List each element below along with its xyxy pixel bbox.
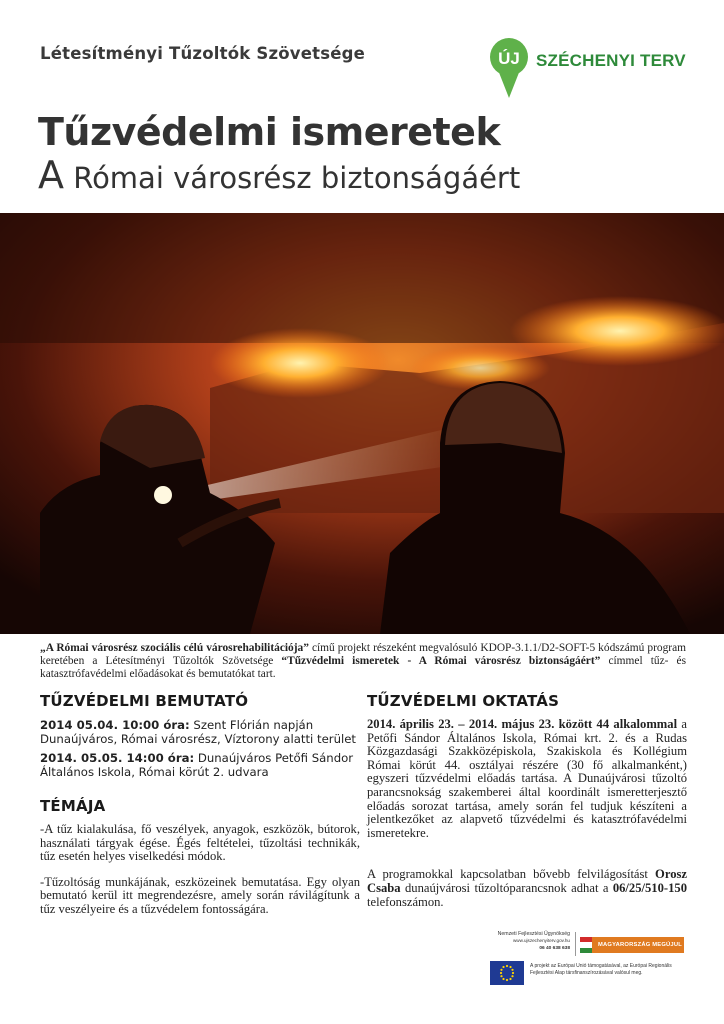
logo-divider — [575, 932, 576, 956]
intro-paragraph — [40, 642, 686, 681]
event-location: Dunaújváros Petőfi Sándor Általános Iskola, Római körút 2. udvara — [40, 751, 354, 779]
contact-text: A programokkal kapcsolatban bővebb felvilágosítást — [367, 867, 656, 882]
eu-funding-text: A projekt az Európai Unió támogatásával, az Európai Regionális Fejlesztési Alap társfinanszírozásával valósul meg. — [530, 963, 672, 976]
event-item — [40, 718, 360, 746]
eu-flag-icon — [490, 961, 524, 985]
intro-text-2: címmel tűz- és katasztrófavédelmi előadásokat és bemutatókat tart. — [40, 655, 686, 680]
agency-phone: 06 40 638 638 — [539, 946, 570, 951]
event-date: 2014 05.04. 10:00 óra: — [40, 718, 190, 732]
education-text: a Petőfi Sándor Általános Iskola, Római krt. 2. és a Rudas Közgazdasági Szakközépiskola, Szakiskola és Kollégium Római körút 44. osztályai részére (30 fő alkalmanként,) egyszeri tűzvédelmi előadás tartása. A Dunaújvárosi tűzoltó parancsnokság szakemberei által koordinált ismeretterjesztő előadás sorozat tartása, amely során fel tudjuk készíteni a jelentkezőket az alapvető tűzvédelmi és katasztrófavédelmi ismeretekre. — [367, 717, 687, 840]
organization-name: Létesítményi Tűzoltók Szövetsége — [40, 44, 366, 63]
event-date: 2014. 05.05. 14:00 óra: — [40, 751, 195, 765]
badge-text: MAGYARORSZÁG MEGÚJUL — [598, 942, 682, 948]
contact-phone: 06/25/510-150 — [612, 880, 687, 895]
intro-text-1: című projekt részeként megvalósuló KDOP-3.1.1/D2-SOFT-5 kódszámú program keretében a Létesítményi Tűzoltók Szövetsége — [40, 642, 686, 667]
map-pin-icon — [488, 38, 532, 100]
project-name: „A Római városrész szociális célú városrehabilitációja” — [40, 642, 309, 654]
contact-text: dunaújvárosi tűzoltóparancsnok adhat a — [400, 880, 613, 895]
page-subtitle — [38, 153, 520, 197]
event-location: Szent Flórián napján Dunaújváros, Római városrész, Víztorony alatti terület — [40, 718, 356, 746]
topic-paragraph-1: -A tűz kialakulása, fő veszélyek, anyagok, eszközök, bútorok, használati tárgyak égése. Égés feltételei, tűzoltási technikák, tűz esetén helyes viselkedési módok. — [40, 822, 360, 864]
program-name: “Tűzvédelmi ismeretek - A Római városrész biztonságáért” — [281, 655, 601, 667]
topic-section-title: TÉMÁJA — [40, 797, 106, 815]
logo-text: SZÉCHENYI TERV — [536, 51, 686, 70]
education-paragraph — [367, 718, 687, 840]
topic-paragraph-2: -Tűzoltóság munkájának, eszközeinek bemutatása. Egy olyan bemutató kerül itt megrendezésre, amely során rávilágítunk a tűz veszélyeire és a tűzvédelem fontosságára. — [40, 874, 360, 916]
subtitle-initial: A — [38, 153, 64, 197]
left-column — [40, 692, 360, 917]
hungarian-flag-icon — [580, 937, 592, 953]
demo-section-title: TŰZVÉDELMI BEMUTATÓ — [40, 692, 249, 710]
education-dates: 2014. április 23. – 2014. május 23. között 44 alkalommal — [367, 717, 678, 731]
event-item — [40, 751, 360, 779]
agency-name: Nemzeti Fejlesztési Ügynökség — [497, 931, 570, 937]
magyarorszag-megujul-badge — [580, 937, 684, 953]
contact-paragraph — [367, 868, 687, 909]
contact-name: Orosz Csaba — [367, 867, 687, 895]
footer-logos — [488, 930, 688, 990]
contact-text: telefonszámon. — [367, 894, 444, 909]
firefighters-photo — [0, 213, 724, 634]
agency-url: www.ujszechenyiterv.gov.hu — [512, 938, 570, 943]
education-section-title: TŰZVÉDELMI OKTATÁS — [367, 692, 560, 710]
logo-mark-text: ÚJ — [498, 49, 520, 68]
right-column — [367, 692, 687, 909]
szechenyi-terv-logo — [488, 38, 693, 100]
subtitle-rest: Római városrész biztonságáért — [64, 161, 521, 195]
page-title: Tűzvédelmi ismeretek — [38, 110, 501, 154]
